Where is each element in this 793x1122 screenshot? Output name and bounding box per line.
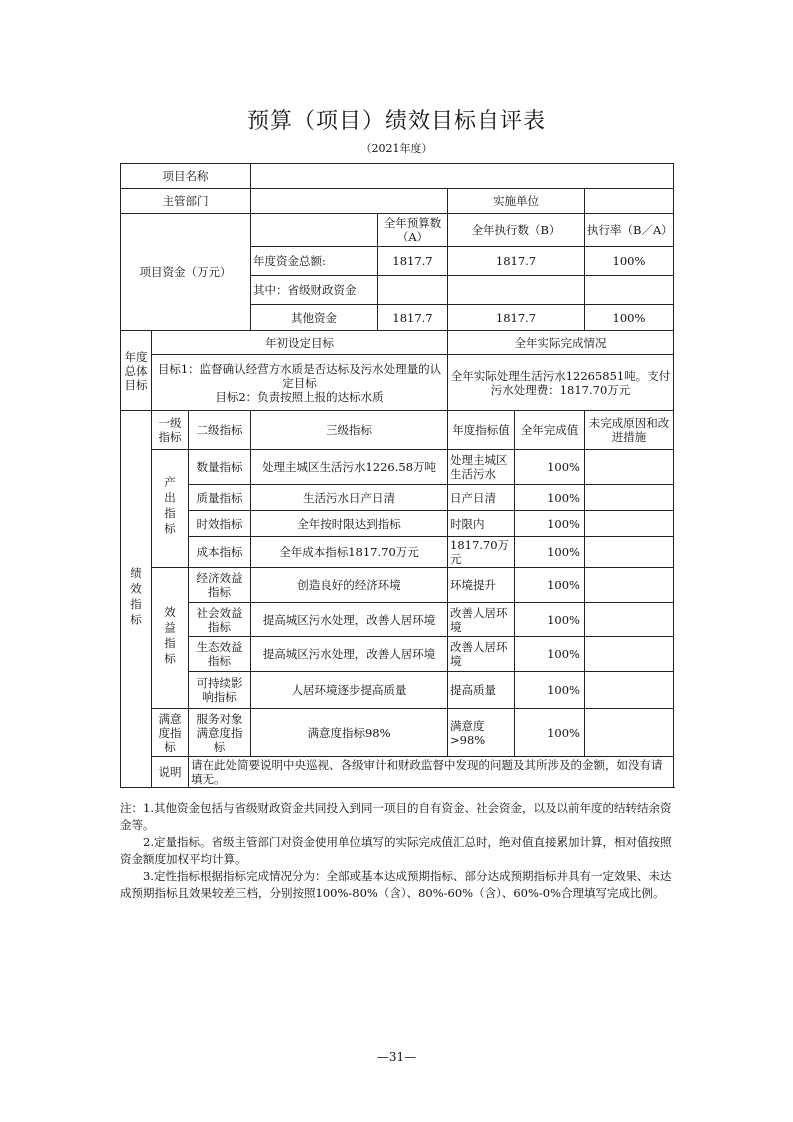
target-cell: 1817.70万元 — [448, 537, 515, 568]
reason-cell — [585, 637, 674, 672]
row-project-name — [121, 164, 674, 189]
header-reason: 未完成原因和改进措施 — [585, 411, 674, 450]
reason-cell — [585, 450, 674, 485]
impl-label: 实施单位 — [448, 189, 585, 214]
funds-exec: 1817.7 — [448, 305, 585, 331]
row-indicators-header — [121, 411, 674, 450]
funds-budget: 1817.7 — [378, 305, 448, 331]
done-cell: 100% — [515, 568, 585, 603]
level3-cell: 提高城区污水处理，改善人居环境 — [251, 603, 448, 637]
goal-1-text: 目标1：监督确认经营方水质是否达标及污水处理量的认定目标 — [157, 361, 442, 390]
header-target: 年度指标值 — [448, 411, 515, 450]
target-cell: 改善人居环境 — [448, 603, 515, 637]
row-funds-header — [121, 214, 674, 247]
output-label — [152, 450, 189, 568]
target-cell: 环境提升 — [448, 568, 515, 603]
target-cell: 改善人居环境 — [448, 637, 515, 672]
level3-cell: 创造良好的经济环境 — [251, 568, 448, 603]
row-goals-header — [121, 331, 674, 355]
done-cell: 100% — [515, 603, 585, 637]
satisfaction-label: 满意度指标 — [152, 709, 189, 757]
level3-cell: 满意度指标98% — [251, 709, 448, 757]
done-cell: 100% — [515, 637, 585, 672]
header-level2: 二级指标 — [189, 411, 251, 450]
level2-cell: 时效指标 — [189, 511, 251, 537]
goals-actual-header: 全年实际完成情况 — [448, 331, 674, 355]
indicator-row — [121, 511, 674, 537]
level3-cell: 生活污水日产日清 — [251, 485, 448, 511]
level2-cell: 数量指标 — [189, 450, 251, 485]
target-cell: 日产日清 — [448, 485, 515, 511]
explain-label: 说明 — [152, 757, 189, 788]
output-label-text: 产出指标 — [163, 476, 177, 538]
funds-exec — [448, 276, 585, 305]
done-cell: 100% — [515, 672, 585, 709]
reason-cell — [585, 603, 674, 637]
goals-actual-text: 全年实际处理生活污水12265851吨。支付污水处理费：1817.70万元 — [448, 355, 674, 411]
funds-label: 项目资金（万元） — [121, 214, 251, 331]
impl-value — [585, 189, 674, 214]
done-cell: 100% — [515, 450, 585, 485]
done-cell: 100% — [515, 709, 585, 757]
col-exec-header: 全年执行数（B） — [448, 214, 585, 247]
funds-budget — [378, 276, 448, 305]
reason-cell — [585, 537, 674, 568]
reason-cell — [585, 709, 674, 757]
done-cell: 100% — [515, 511, 585, 537]
goal-2-text: 目标2：负责按照上报的达标水质 — [215, 389, 384, 404]
reason-cell — [585, 511, 674, 537]
notes — [120, 800, 680, 902]
level2-cell: 经济效益指标 — [189, 568, 251, 603]
header-level1: 一级指标 — [152, 411, 189, 450]
goals-set-header: 年初设定目标 — [152, 331, 448, 355]
project-name-label: 项目名称 — [121, 164, 251, 189]
indicator-row — [121, 709, 674, 757]
funds-row-label: 其中：省级财政资金 — [251, 276, 378, 305]
funds-rate: 100% — [585, 247, 674, 276]
indicator-row — [121, 485, 674, 511]
target-cell: 处理主城区生活污水 — [448, 450, 515, 485]
goals-label: 年度总体目标 — [121, 331, 152, 411]
goals-set-content — [152, 355, 448, 411]
explain-text: 请在此处简要说明中央巡视、各级审计和财政监督中发现的问题及其所涉及的金额，如没有请填无。 — [189, 757, 674, 788]
funds-exec: 1817.7 — [448, 247, 585, 276]
level2-cell: 可持续影响指标 — [189, 672, 251, 709]
indicators-label-text: 绩效指标 — [129, 566, 143, 629]
indicator-row — [121, 672, 674, 709]
benefit-label-text: 效益指标 — [163, 605, 177, 668]
level2-cell: 社会效益指标 — [189, 603, 251, 637]
level3-cell: 处理主城区生活污水1226.58万吨 — [251, 450, 448, 485]
benefit-label — [152, 568, 189, 709]
funds-row-label: 年度资金总额: — [251, 247, 378, 276]
indicator-row — [121, 637, 674, 672]
project-name-value — [251, 164, 674, 189]
indicator-row — [121, 537, 674, 568]
note-3: 3.定性指标根据指标完成情况分为：全部或基本达成预期指标、部分达成预期指标并具有一定效果、未达成预期指标且效果较差三档，分别按照100%-80%（含）、80%-60%（含）、60%-0%合理填写完成比例。 — [120, 869, 672, 900]
indicator-row — [121, 603, 674, 637]
level2-cell: 质量指标 — [189, 485, 251, 511]
level2-cell: 服务对象满意度指标 — [189, 709, 251, 757]
reason-cell — [585, 672, 674, 709]
target-cell: 时限内 — [448, 511, 515, 537]
dept-label: 主管部门 — [121, 189, 251, 214]
level3-cell: 全年成本指标1817.70万元 — [251, 537, 448, 568]
done-cell: 100% — [515, 537, 585, 568]
note-1: 注：1.其他资金包括与省级财政资金共同投入到同一项目的自有资金、社会资金，以及以前年度的结转结余资金等。 — [120, 801, 672, 832]
indicators-label — [121, 411, 152, 788]
col-budget-header: 全年预算数（A） — [378, 214, 448, 247]
level2-cell: 生态效益指标 — [189, 637, 251, 672]
level3-cell: 人居环境逐步提高质量 — [251, 672, 448, 709]
level2-cell: 成本指标 — [189, 537, 251, 568]
funds-row-label: 其他资金 — [251, 305, 378, 331]
note-2: 2.定量指标。省级主管部门对资金使用单位填写的实际完成值汇总时，绝对值直接累加计算，相对值按照资金额度加权平均计算。 — [120, 835, 672, 866]
level3-cell: 全年按时限达到指标 — [251, 511, 448, 537]
dept-value — [251, 189, 448, 214]
indicator-row — [121, 450, 674, 485]
row-explain — [121, 757, 674, 788]
reason-cell — [585, 485, 674, 511]
target-cell: 满意度>98% — [448, 709, 515, 757]
indicator-row — [121, 568, 674, 603]
reason-cell — [585, 568, 674, 603]
row-goals-content — [121, 355, 674, 411]
target-cell: 提高质量 — [448, 672, 515, 709]
funds-budget: 1817.7 — [378, 247, 448, 276]
col-rate-header: 执行率（B／A） — [585, 214, 674, 247]
page-number: —31— — [376, 1050, 417, 1064]
header-done: 全年完成值 — [515, 411, 585, 450]
funds-rate — [585, 276, 674, 305]
header-level3: 三级指标 — [251, 411, 448, 450]
done-cell: 100% — [515, 485, 585, 511]
performance-table — [120, 163, 674, 788]
row-dept — [121, 189, 674, 214]
level3-cell: 提高城区污水处理，改善人居环境 — [251, 637, 448, 672]
year-subtitle: （2021年度） — [360, 142, 433, 155]
page-title: 预算（项目）绩效目标自评表 — [246, 109, 546, 134]
funds-header-blank — [251, 214, 378, 247]
funds-rate: 100% — [585, 305, 674, 331]
